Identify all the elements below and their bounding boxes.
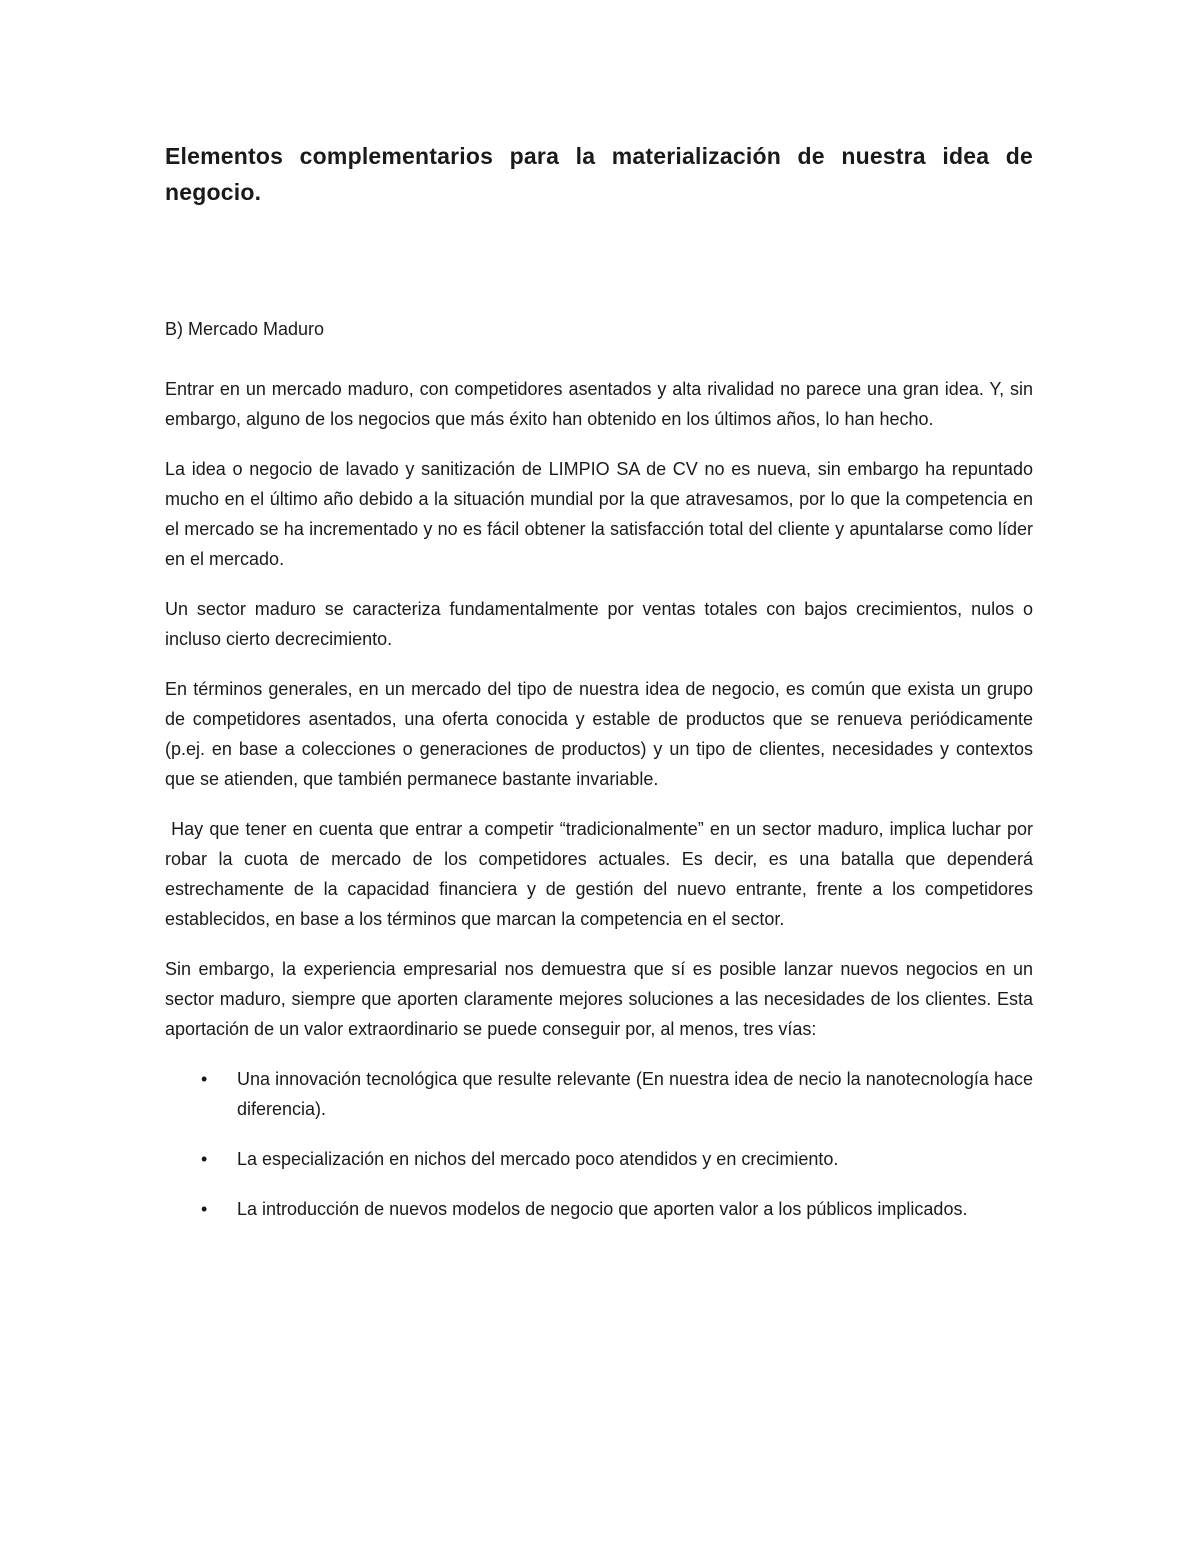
list-item xyxy=(165,1194,1033,1224)
paragraph: En términos generales, en un mercado del tipo de nuestra idea de negocio, es común que exista un grupo de competidores asentados, una oferta conocida y estable de productos que se renueva periódicamente (p.ej. en base a colecciones o generaciones de productos) y un tipo de clientes, necesidades y contextos que se atienden, que también permanece bastante invariable. xyxy=(165,679,1033,789)
paragraph: Un sector maduro se caracteriza fundamentalmente por ventas totales con bajos crecimientos, nulos o incluso cierto decrecimiento. xyxy=(165,599,1033,649)
bullet-icon: • xyxy=(201,1069,208,1089)
paragraph: Entrar en un mercado maduro, con competidores asentados y alta rivalidad no parece una gran idea. Y, sin embargo, alguno de los negocios que más éxito han obtenido en los últimos años, lo han hecho. xyxy=(165,379,1033,429)
bullet-list xyxy=(165,1064,1033,1224)
section-heading: B) Mercado Maduro xyxy=(165,319,325,339)
list-item-text: La especialización en nichos del mercado poco atendidos y en crecimiento. xyxy=(237,1149,839,1169)
list-item-text: Una innovación tecnológica que resulte relevante (En nuestra idea de necio la nanotecnología hace diferencia). xyxy=(237,1069,1033,1119)
document-page xyxy=(165,138,1039,1244)
list-item xyxy=(165,1144,1033,1174)
paragraph: La idea o negocio de lavado y sanitización de LIMPIO SA de CV no es nueva, sin embargo ha repuntado mucho en el último año debido a la situación mundial por la que atravesamos, por lo que la competencia en el mercado se ha incrementado y no es fácil obtener la satisfacción total del cliente y apuntalarse como líder en el mercado. xyxy=(165,459,1033,569)
paragraph: Hay que tener en cuenta que entrar a competir “tradicionalmente” en un sector maduro, implica luchar por robar la cuota de mercado de los competidores actuales. Es decir, es una batalla que dependerá estrechamente de la capacidad financiera y de gestión del nuevo entrante, frente a los competidores establecidos, en base a los términos que marcan la competencia en el sector. xyxy=(165,819,1039,929)
bullet-icon: • xyxy=(201,1199,208,1219)
list-item xyxy=(165,1064,1033,1124)
list-item-text: La introducción de nuevos modelos de negocio que aporten valor a los públicos implicados. xyxy=(237,1199,968,1219)
paragraph: Sin embargo, la experiencia empresarial nos demuestra que sí es posible lanzar nuevos negocios en un sector maduro, siempre que aporten claramente mejores soluciones a las necesidades de los clientes. Esta aportación de un valor extraordinario se puede conseguir por, al menos, tres vías: xyxy=(165,959,1033,1039)
bullet-icon: • xyxy=(201,1149,208,1169)
document-title: Elementos complementarios para la materialización de nuestra idea de negocio. xyxy=(165,143,1033,205)
